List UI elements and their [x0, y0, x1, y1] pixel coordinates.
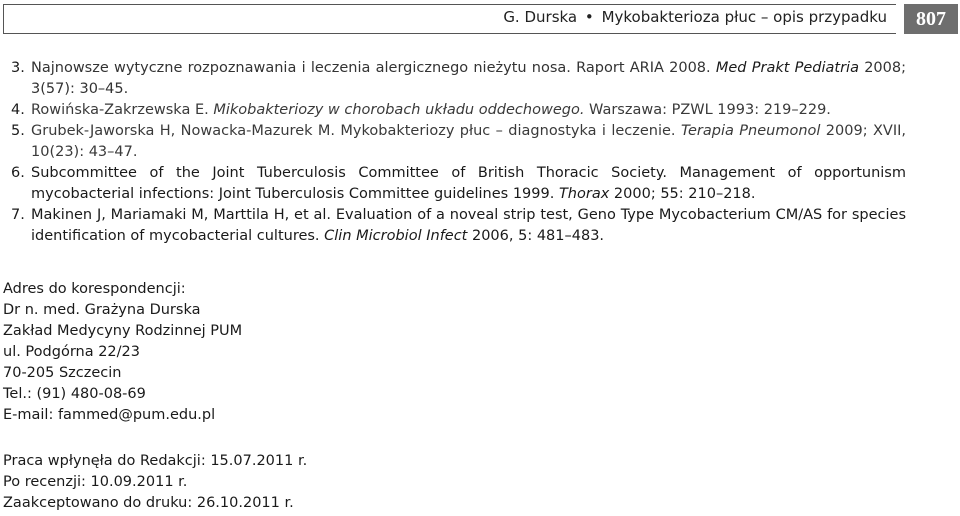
reference-journal: Mikobakteriozy w chorobach układu oddechowego.: [213, 102, 585, 118]
reference-journal: Thorax: [558, 186, 610, 202]
correspondence-city: 70-205 Szczecin: [3, 365, 122, 381]
reference-citation: 2000; 55: 210–218.: [609, 186, 756, 202]
reference-item: [11, 205, 906, 247]
reference-number: 4.: [11, 102, 25, 118]
reference-item: [11, 163, 906, 205]
date-accepted: Zaakceptowano do druku: 26.10.2011 r.: [3, 495, 294, 511]
correspondence-heading: Adres do korespondencji:: [3, 281, 186, 297]
reference-text: Makinen J, Mariamaki M, Marttila H, et al. Evaluation of a noveal strip test, Geno Type Mycobacterium CM/AS for species identification of mycobacterial cultures.: [31, 207, 906, 244]
header-title: [503, 8, 887, 26]
reference-item: [11, 100, 906, 121]
header-author: G. Durska: [503, 8, 578, 26]
date-received: Praca wpłynęła do Redakcji: 15.07.2011 r.: [3, 453, 308, 469]
correspondence-email: E-mail: fammed@pum.edu.pl: [3, 407, 216, 423]
running-header: [0, 0, 960, 38]
reference-journal: Med Prakt Pediatria: [715, 60, 859, 76]
correspondence-institution: Zakład Medycyny Rodzinnej PUM: [3, 323, 243, 339]
reference-number: 3.: [11, 60, 25, 76]
header-bullet: •: [584, 8, 594, 26]
reference-text: Rowińska-Zakrzewska E.: [31, 102, 214, 118]
reference-item: [11, 58, 906, 100]
correspondence-street: ul. Podgórna 22/23: [3, 344, 140, 360]
reference-number: 7.: [11, 207, 25, 223]
reference-citation: 2006, 5: 481–483.: [467, 228, 605, 244]
submission-dates: [3, 451, 307, 514]
reference-number: 6.: [11, 165, 25, 181]
reference-number: 5.: [11, 123, 25, 139]
reference-text: Najnowsze wytyczne rozpoznawania i leczenia alergicznego nieżytu nosa. Raport ARIA 2008.: [31, 60, 716, 76]
reference-item: [11, 121, 906, 163]
reference-citation: 2009; XVII, 10(23): 43–47.: [31, 123, 906, 160]
reference-list: [11, 58, 906, 247]
reference-journal: Clin Microbiol Infect: [324, 228, 468, 244]
reference-text: Subcommittee of the Joint Tuberculosis Committee of British Thoracic Society. Management of opportunism mycobacterial infections: Joint Tuberculosis Committee guidelines 1999.: [31, 165, 906, 202]
reference-citation: Warszawa: PZWL 1993: 219–229.: [584, 102, 831, 118]
correspondence-phone: Tel.: (91) 480-08-69: [3, 386, 146, 402]
page-number: 807: [904, 4, 958, 34]
reference-journal: Terapia Pneumonol: [680, 123, 821, 139]
correspondence-name: Dr n. med. Grażyna Durska: [3, 302, 201, 318]
reference-text: Grubek-Jaworska H, Nowacka-Mazurek M. Mykobakteriozy płuc – diagnostyka i leczenie.: [31, 123, 681, 139]
correspondence-block: [3, 279, 242, 426]
date-reviewed: Po recenzji: 10.09.2011 r.: [3, 474, 188, 490]
reference-citation: 2008; 3(57): 30–45.: [31, 60, 906, 97]
header-article-title: Mykobakterioza płuc – opis przypadku: [601, 8, 887, 26]
